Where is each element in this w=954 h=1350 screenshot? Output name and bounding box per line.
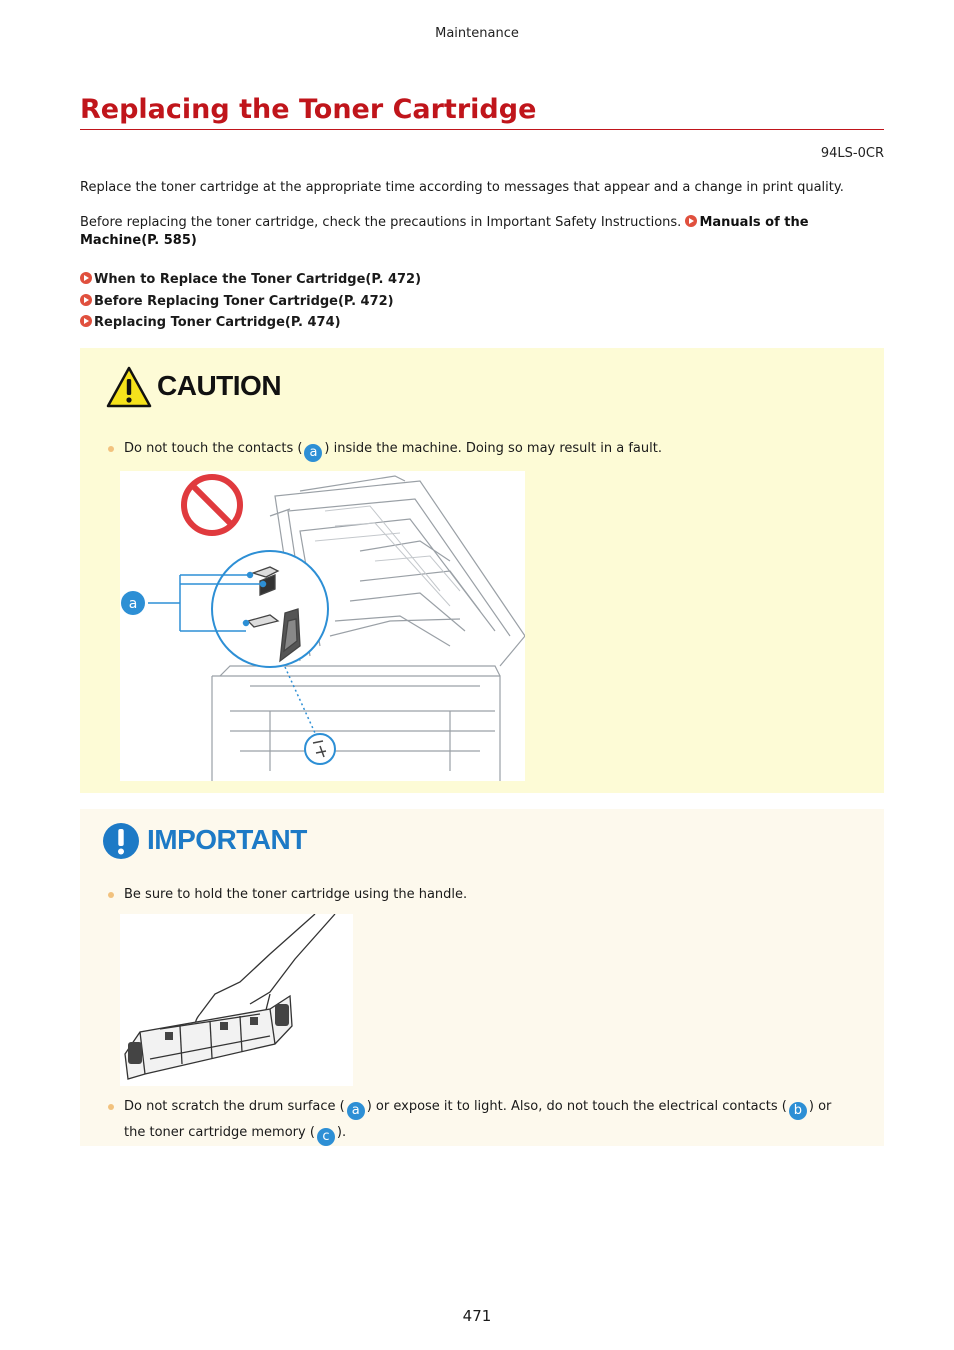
printer-contacts-illustration bbox=[120, 471, 525, 781]
cartridge-handle-figure bbox=[120, 914, 353, 1086]
caution-box bbox=[80, 348, 884, 793]
important-bullet-drum bbox=[124, 1094, 864, 1146]
link-arrow-icon bbox=[80, 272, 92, 284]
callout-badge-a: a bbox=[304, 444, 322, 462]
warning-triangle-icon bbox=[105, 365, 153, 409]
hand-holding-cartridge-illustration bbox=[120, 914, 353, 1086]
manuals-link[interactable]: Manuals of the Machine(P. 585) bbox=[80, 215, 809, 248]
bullet-text: the toner cartridge memory ( bbox=[124, 1125, 315, 1140]
important-heading: IMPORTANT bbox=[147, 824, 307, 855]
link-arrow-icon bbox=[685, 215, 697, 227]
bullet-text: ). bbox=[336, 1125, 347, 1140]
link-before-replacing[interactable] bbox=[80, 291, 421, 313]
bullet-text: Be sure to hold the toner cartridge using the handle. bbox=[124, 887, 468, 902]
link-when-to-replace[interactable] bbox=[80, 269, 421, 291]
running-header: Maintenance bbox=[435, 26, 519, 41]
intro-paragraph: Replace the toner cartridge at the appropriate time according to messages that appear and a change in print quality. bbox=[80, 180, 844, 195]
caution-heading: CAUTION bbox=[157, 370, 282, 401]
contacts-figure bbox=[120, 471, 525, 781]
bullet-dot bbox=[108, 446, 114, 452]
section-links bbox=[80, 269, 421, 334]
caution-bullet bbox=[124, 436, 864, 462]
link-label: When to Replace the Toner Cartridge(P. 472) bbox=[94, 272, 422, 287]
bullet-text: Do not scratch the drum surface ( bbox=[124, 1099, 345, 1114]
important-bullet-handle bbox=[124, 882, 864, 907]
callout-badge-a: a bbox=[347, 1102, 365, 1120]
bullet-text: Do not touch the contacts ( bbox=[124, 441, 303, 456]
bullet-text: ) inside the machine. Doing so may result in a fault. bbox=[324, 441, 662, 456]
document-code: 94LS-0CR bbox=[820, 146, 884, 161]
bullet-text: ) or bbox=[808, 1099, 832, 1114]
bullet-dot bbox=[108, 892, 114, 898]
link-arrow-icon bbox=[80, 294, 92, 306]
page-title: Replacing the Toner Cartridge bbox=[80, 94, 884, 130]
link-arrow-icon bbox=[80, 315, 92, 327]
important-box bbox=[80, 809, 884, 1146]
precaution-text: Before replacing the toner cartridge, check the precautions in Important Safety Instructions. bbox=[80, 215, 686, 230]
bullet-dot bbox=[108, 1104, 114, 1110]
callout-label-a: a bbox=[128, 596, 138, 612]
link-replacing[interactable] bbox=[80, 312, 421, 334]
callout-badge-b: b bbox=[789, 1102, 807, 1120]
link-label: Replacing Toner Cartridge(P. 474) bbox=[94, 315, 341, 330]
callout-badge-c: c bbox=[317, 1128, 335, 1146]
exclamation-icon bbox=[102, 822, 140, 860]
link-label: Before Replacing Toner Cartridge(P. 472) bbox=[94, 293, 394, 309]
bullet-text: ) or expose it to light. Also, do not touch the electrical contacts ( bbox=[366, 1099, 787, 1114]
precaution-paragraph bbox=[80, 214, 880, 250]
page-number: 471 bbox=[462, 1307, 492, 1325]
